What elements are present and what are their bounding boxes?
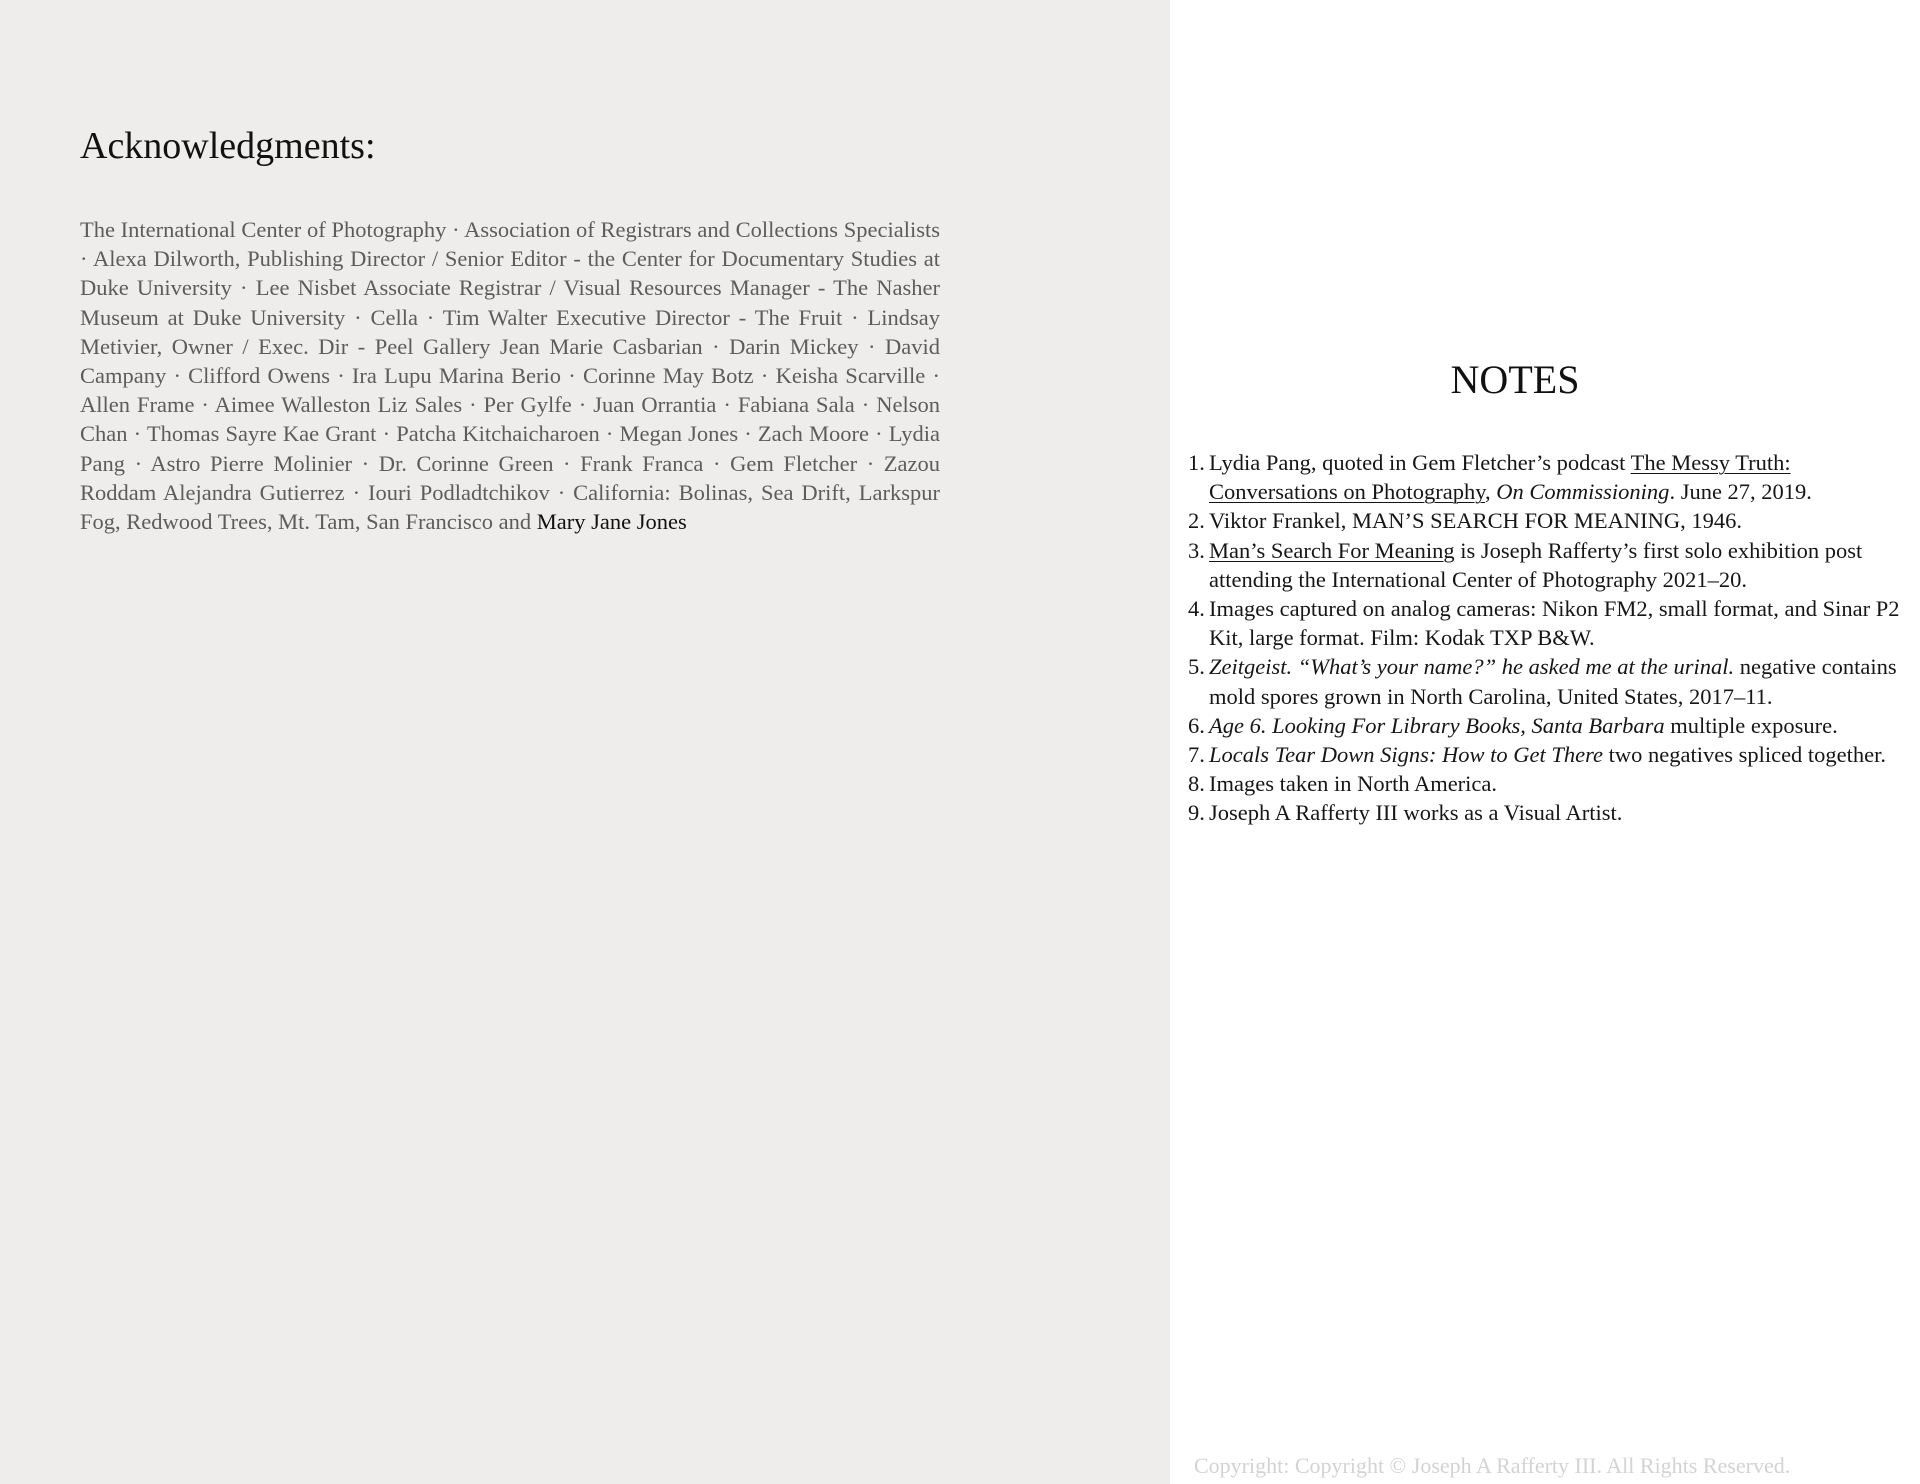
note-item-8 xyxy=(1170,769,1900,798)
note-item-6 xyxy=(1170,711,1900,740)
note-text: Viktor Frankel, MAN’S SEARCH FOR MEANING, 1946. xyxy=(1209,508,1743,534)
note-item-5 xyxy=(1170,652,1900,710)
note-text: Images captured on analog cameras: Nikon FM2, small format, and Sinar P2 Kit, large format. Film: Kodak TXP B&W. xyxy=(1209,596,1900,651)
note-number: 2. xyxy=(1188,508,1205,534)
note-item-9 xyxy=(1170,798,1900,827)
note-text: negative contains mold spores grown in North Carolina, United States, 2017–11. xyxy=(1209,654,1897,709)
note-number: 3. xyxy=(1188,537,1205,563)
note-number: 4. xyxy=(1188,596,1205,622)
note-text: is Joseph Rafferty’s first solo exhibition post attending the International Center of Photography 2021–20. xyxy=(1209,537,1863,592)
note-text: multiple exposure. xyxy=(1664,712,1838,738)
exhibition-title-link[interactable]: Man’s Search For Meaning xyxy=(1209,537,1455,563)
note-number: 1. xyxy=(1188,450,1205,475)
acknowledgments-list: The International Center of Photography · Association of Registrars and Collections Specialists · Alexa Dilworth, Publishing Director / Senior Editor - the Center for Documentary Studies at Duke University · Lee Nisbet Associate Registrar / Visual Resources Manager - The Nasher Museum at Duke University · Cella · Tim Walter Executive Director - The Fruit · Lindsay Metivier, Owner / Exec. Dir - Peel Gallery Jean Marie Casbarian · Darin Mickey · David Campany · Clifford Owens · Ira Lupu Marina Berio · Corinne May Botz · Keisha Scarville · Allen Frame · Aimee Walleston Liz Sales · Per Gylfe · Juan Orrantia · Fabiana Sala · Nelson Chan · Thomas Sayre Kae Grant · Patcha Kitchaicharoen · Megan Jones · Zach Moore · Lydia Pang · Astro Pierre Molinier · Dr. Corinne Green · Frank Franca · Gem Fletcher · Zazou Roddam Alejandra Gutierrez · Iouri Podladtchikov · California: Bolinas, Sea Drift, Larkspur Fog, Redwood Trees, Mt. Tam, San Francisco and xyxy=(80,217,940,535)
notes-title: NOTES xyxy=(1450,357,1580,402)
note-number: 9. xyxy=(1188,800,1205,826)
work-title: Locals Tear Down Signs: How to Get There xyxy=(1209,742,1603,768)
episode-title: On Commissioning xyxy=(1496,479,1670,505)
note-text: Lydia Pang, quoted in Gem Fletcher’s podcast xyxy=(1209,450,1631,475)
note-text: Images taken in North America. xyxy=(1209,771,1498,797)
note-item-7 xyxy=(1170,740,1900,769)
acknowledgments-text xyxy=(80,215,940,536)
note-item-2 xyxy=(1170,506,1900,535)
notes-page xyxy=(1170,0,1920,1484)
acknowledgments-dedication: Mary Jane Jones xyxy=(536,509,687,535)
note-text: . June 27, 2019. xyxy=(1669,479,1812,505)
acknowledgments-title: Acknowledgments: xyxy=(80,125,376,167)
work-title: Age 6. Looking For Library Books, Santa Barbara xyxy=(1209,712,1665,738)
note-text: , xyxy=(1485,479,1497,505)
note-number: 7. xyxy=(1188,742,1205,768)
podcast-title-link[interactable]: The Messy Truth: Conversations on Photography xyxy=(1209,450,1791,505)
note-item-1 xyxy=(1170,448,1900,506)
work-title: Zeitgeist. “What’s your name?” he asked me at the urinal. xyxy=(1209,654,1735,680)
note-text: Joseph A Rafferty III works as a Visual Artist. xyxy=(1209,800,1623,826)
notes-list xyxy=(1170,448,1900,828)
note-item-4 xyxy=(1170,594,1900,652)
note-text: two negatives spliced together. xyxy=(1602,742,1887,768)
copyright-notice: Copyright: Copyright © Joseph A Rafferty III. All Rights Reserved. xyxy=(1194,1453,1791,1478)
note-number: 5. xyxy=(1188,654,1205,680)
note-number: 8. xyxy=(1188,771,1205,797)
note-number: 6. xyxy=(1188,712,1205,738)
note-item-3 xyxy=(1170,536,1900,594)
